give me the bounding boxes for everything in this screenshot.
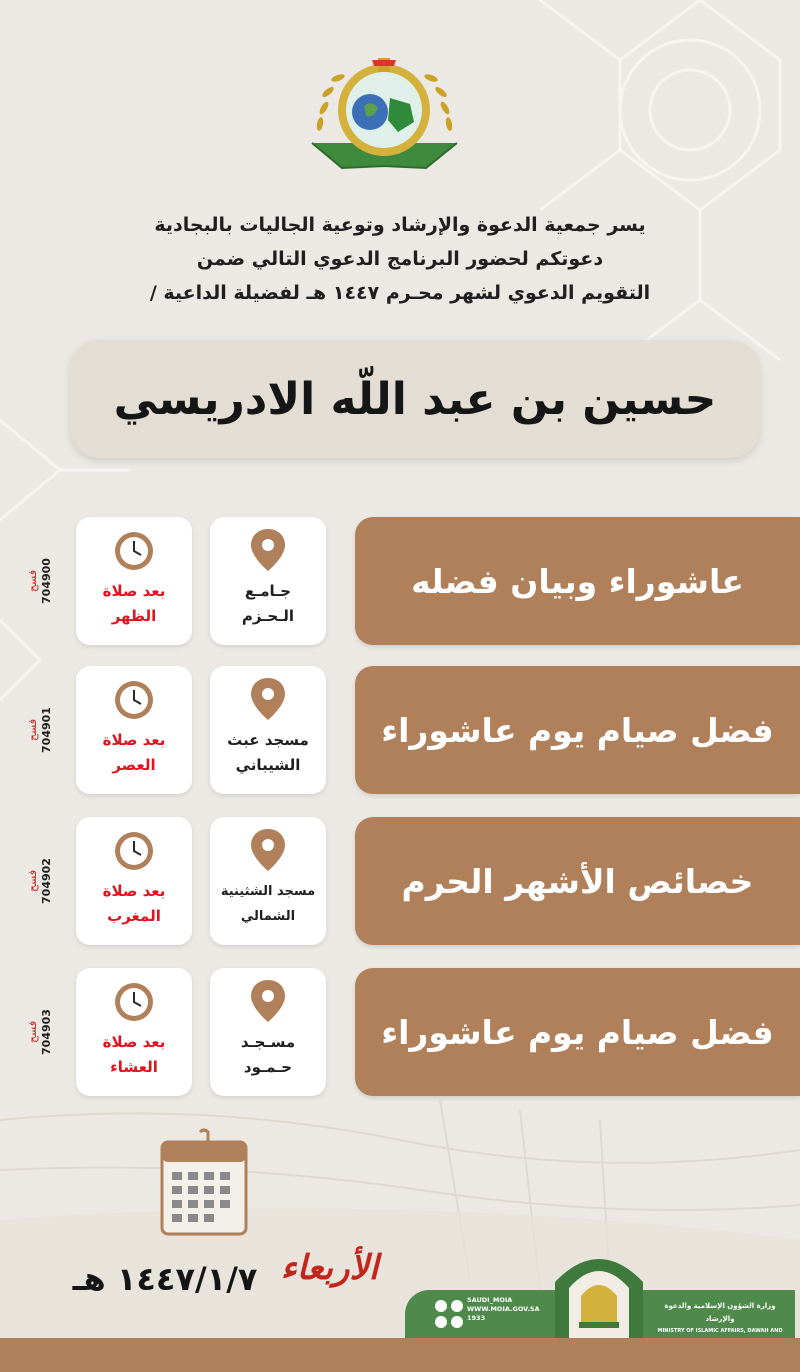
time-label	[78, 1030, 190, 1080]
permit-label: فسح	[26, 1020, 39, 1044]
session-topic	[355, 666, 800, 794]
permit-code	[24, 968, 58, 1096]
time-card	[76, 666, 192, 794]
time-line-2: المغرب	[107, 907, 161, 925]
time-card	[76, 517, 192, 645]
hijri-date: ١٤٤٧/١/٧ هـ	[72, 1260, 258, 1298]
time-label	[78, 728, 190, 778]
session-row	[0, 817, 800, 952]
location-line-2: الـحـزم	[241, 607, 295, 625]
location-card	[210, 817, 326, 945]
calendar-icon	[156, 1128, 252, 1240]
speaker-name: حسين بن عبد اللّه الادريسي	[113, 373, 717, 425]
permit-label: فسح	[26, 569, 39, 593]
time-card	[76, 817, 192, 945]
clock-icon	[112, 978, 156, 1024]
session-topic-label: عاشوراء وبيان فضله	[411, 561, 744, 601]
location-card	[210, 968, 326, 1096]
permit-label: فسح	[26, 869, 39, 893]
location-label	[212, 879, 324, 929]
session-row	[0, 666, 800, 801]
invitation-line-1: يسر جمعية الدعوة والإرشاد وتوعية الجاليات بالبجادية	[154, 214, 646, 236]
invitation-line-3: التقويم الدعوي لشهر محـرم ١٤٤٧ هـ لفضيلة الداعية /	[149, 282, 651, 304]
time-line-2: الظهر	[111, 607, 157, 625]
social-handle: SAUDI_MOIA	[467, 1296, 513, 1304]
location-card	[210, 517, 326, 645]
ministry-name-ar: وزارة الشؤون الإسلامية والدعوة والإرشاد	[664, 1302, 776, 1323]
time-line-1: بعد صلاة	[102, 882, 166, 900]
session-topic	[355, 968, 800, 1096]
permit-number: 704902	[40, 858, 53, 904]
phone-number: 1933	[467, 1314, 486, 1322]
invitation-text	[60, 208, 740, 310]
session-topic-label: فضل صيام يوم عاشوراء	[381, 710, 774, 750]
permit-code	[24, 666, 58, 794]
time-line-1: بعد صلاة	[102, 582, 166, 600]
invitation-line-2: دعوتكم لحضور البرنامج الدعوي التالي ضمن	[196, 248, 604, 270]
session-topic	[355, 817, 800, 945]
map-pin-icon	[246, 676, 290, 722]
permit-code	[24, 517, 58, 645]
ministry-footer	[405, 1290, 795, 1338]
ministry-name	[649, 1300, 791, 1334]
location-line-1: مسـجـد	[240, 1033, 296, 1051]
time-label	[78, 579, 190, 629]
ministry-name-en: MINISTRY OF ISLAMIC AFFAIRS, DAWAH AND	[657, 1328, 783, 1334]
time-line-1: بعد صلاة	[102, 731, 166, 749]
map-pin-icon	[246, 527, 290, 573]
location-label	[212, 1030, 324, 1080]
map-pin-icon	[246, 827, 290, 873]
location-line-1: مسجد عبث	[227, 731, 309, 749]
session-topic-label: خصائص الأشهر الحرم	[401, 861, 754, 901]
time-line-2: العصر	[112, 756, 156, 774]
permit-number: 704900	[40, 558, 53, 604]
permit-code	[24, 817, 58, 945]
clock-icon	[112, 676, 156, 722]
session-row	[0, 517, 800, 652]
session-topic-label: فضل صيام يوم عاشوراء	[381, 1012, 774, 1052]
location-line-2: حـمـود	[243, 1058, 293, 1076]
location-line-1: مسجد الشثينية	[220, 884, 316, 899]
permit-number: 704903	[40, 1009, 53, 1055]
session-row	[0, 968, 800, 1103]
clock-icon	[112, 527, 156, 573]
website: WWW.MOIA.GOV.SA	[467, 1305, 540, 1313]
location-label	[212, 579, 324, 629]
time-line-2: العشاء	[110, 1058, 158, 1076]
session-topic	[355, 517, 800, 645]
permit-label: فسح	[26, 718, 39, 742]
speaker-card	[70, 340, 760, 458]
social-icons	[433, 1298, 465, 1330]
location-label	[212, 728, 324, 778]
time-card	[76, 968, 192, 1096]
time-label	[78, 879, 190, 929]
bottom-band	[0, 1338, 800, 1372]
contact-info	[467, 1296, 567, 1334]
time-line-1: بعد صلاة	[102, 1033, 166, 1051]
clock-icon	[112, 827, 156, 873]
location-line-1: جـامـع	[244, 582, 292, 600]
day-name: الأربعاء	[280, 1248, 379, 1288]
location-line-2: الشمالي	[240, 909, 296, 924]
map-pin-icon	[246, 978, 290, 1024]
location-card	[210, 666, 326, 794]
society-emblem-icon	[302, 48, 467, 178]
permit-number: 704901	[40, 707, 53, 753]
location-line-2: الشيباني	[235, 756, 301, 774]
